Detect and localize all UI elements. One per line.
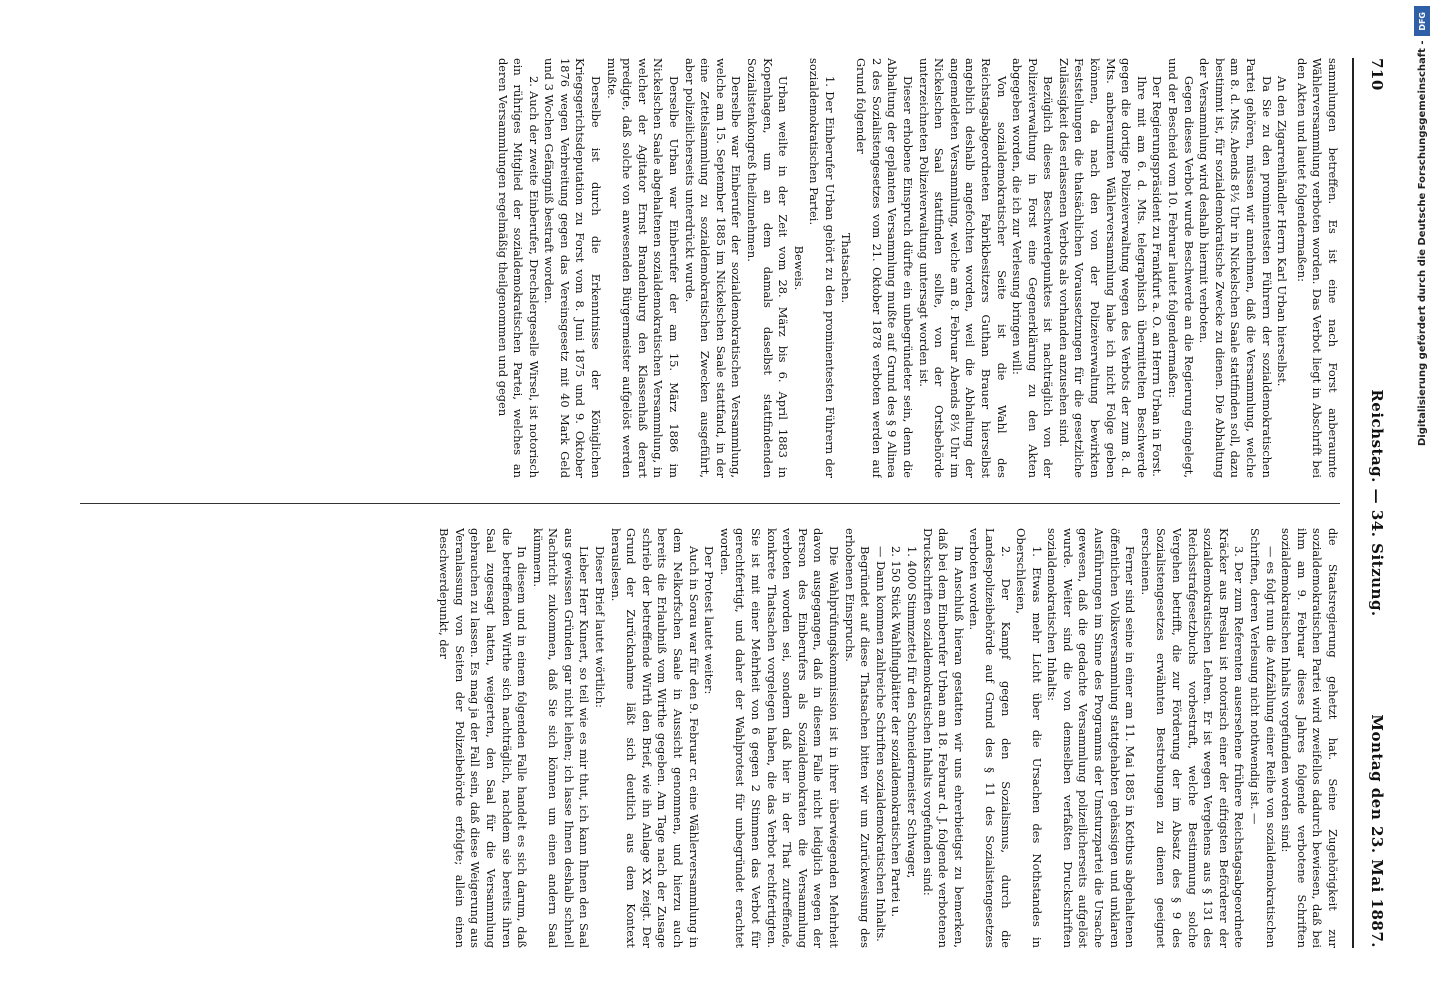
paragraph: Ihre mit am 6. d. Mts. telegraphisch übermittelten Beschwerde gegen die dortige Polizeiverwaltung wegen des Verbots der zum 8. d. Mts. anberaumten Wählerversammlung habe ich nicht Folge geben können, da nach den von der Polizeiverwaltung bewirkten Feststellungen die thatsächlichen Voraussetzungen für die gesetzliche Zulässigkeit des erlassenen Verbots als vorhanden anzusehen sind. xyxy=(1056,58,1149,478)
paragraph: Der Protest lautet weiter: xyxy=(702,546,717,695)
paragraph: In diesem und in einem folgenden Falle handelt es sich darum, daß die betreffenden Wirthe sich nachträglich, nachdem sie bereits ihren Saal zugesagt hatten, weigerten, den Saal für die Versammlung gebrauchen zu lassen. Es mag ja der Fall sein, daß diese Weigerung aus Veranlassung von Seiten der Polizeibehörde erfolgte; allein einen Beschwerdepunkt, der xyxy=(437,528,530,948)
paragraph: Der Regierungspräsident zu Frankfurt a. O. an Herrn Urban in Forst. xyxy=(1150,76,1165,477)
column-divider xyxy=(80,503,1340,504)
page-content xyxy=(66,58,1396,948)
paragraph: 2. Auch der zweite Einberufer, Drechslergeselle Wirsel, ist notorisch ein rühriges Mitglied der sozialdemokratischen Partei, welches an deren Versammlungen regelmäßig theilgenommen und gegen xyxy=(495,58,541,478)
digitization-sidebar xyxy=(1413,0,1432,1000)
paragraph: Da Sie zu den prominentesten Führern der sozialdemokratischen Partei gehören, müssen wir annehmen, daß die Versammlung, welche am 8. d. Mts. Abends 8½ Uhr in Nickelschen Saale stattfinden soll, dazu bestimmt ist, für sozialdemokratische Zwecke zu dienen. Die Abhaltung der Versammlung wird deshalb hiermit verboten. xyxy=(1197,58,1274,478)
paragraph: Ferner sind seine in einer am 11. Mai 1885 in Kottbus abgehaltenen öffentlichen Volksversammlung stattgehabten gehässigen und unklaren Ausführungen im Sinne des Programms der Umsturzpartei die Ursache gewesen, daß die gedachte Versammlung polizeilicherseits aufgelöst wurde. Weiter sind die von demselben verfaßten Druckschriften sozialdemokratischen Inhalts: xyxy=(1045,528,1138,948)
header-rule xyxy=(1352,58,1354,948)
dfg-logo-text: DFG xyxy=(1417,11,1427,31)
paragraph: sammlungen betreffen. Es ist eine nach Forst anberaumte Wählerversammlung verboten worden. Das Verbot liegt in Abschrift bei den Akten und lautet folgendermaßen: xyxy=(1294,58,1340,478)
list-item: 2. 150 Stück Wahlflugblätter der sozialdemokratischen Partei u. xyxy=(889,546,904,917)
paragraph: — es folgt nun die Aufzählung einer Reihe von sozialdemokratischen Schriften, deren Verlesung nicht nothwendig ist. — xyxy=(1248,528,1278,948)
paragraph: Derselbe ist durch die Erkenntnisse der Königlichen Kriegsgerichtsdeputation zu Forst vom 8. Juni 1875 und 9. Oktober 1876 wegen Verbreitung gegen das Vereinsgesetz mit 40 Mark Geld und 3 Wochen Gefängniß bestraft worden. xyxy=(542,58,604,478)
paragraph: 1. Der Einberufer Urban gehört zu den prominentesten Führern der sozialdemokratischen Partei. xyxy=(807,58,837,478)
paragraph: Dieser Brief lautet wörtlich: xyxy=(593,546,608,708)
paragraph: Derselbe war Einberufer der sozialdemokratischen Versammlung, welche am 15. September 1885 im Nickelschen Saale stattfand, in der eine Zettelsammlung zu sozialdemokratischen Zwecken ausgeführt, aber polizeilicherseits unterdrückt wurde. xyxy=(682,58,744,478)
right-column xyxy=(70,528,1340,948)
page-number: 710 xyxy=(1368,58,1386,91)
paragraph: — Dann kommen zahlreiche Schriften sozialdemokratischen Inhalts. xyxy=(873,546,888,942)
paragraph: die Staatsregierung gehetzt hat. Seine Zugehörigkeit zur sozialdemokratischen Partei wird zweifellos dadurch bewiesen, daß bei ihm am 9. Februar dieses Jahres folgende verbotene Schriften sozialdemokratischen Inhalts vorgefunden worden sind: xyxy=(1279,528,1340,948)
paragraph: Von sozialdemokratischer Seite ist die Wahl des Reichstagsabgeordneten Fabrikbesitzers Guthan Brauer hierselbst angeblich deshalb angefochten worden, weil die Abhaltung der angemeldeten Versammlung, welche am 8. Februar Abends 8½ Uhr im Nickelschen Saal stattfinden sollte, von der Ortsbehörde unterzeichneten Polizeiverwaltung untersagt worden ist. xyxy=(916,58,1009,478)
paragraph: Im Anschluß hieran gestatten wir uns ehrerbietigst zu bemerken, daß bei dem Einberufer Urban am 18. Februar d. J. folgende verbotenen Druckschriften sozialdemokratischen Inhalts vorgefunden sind: xyxy=(920,528,966,948)
running-header xyxy=(1358,58,1396,948)
paragraph: Begründet auf diese Thatsachen bitten wir um Zurückweisung des erhobenen Einspruchs. xyxy=(842,528,873,948)
paragraph: Gegen dieses Verbot wurde Beschwerde an die Regierung eingelegt, und der Bescheid vom 10. Februar lautet folgendermaßen: xyxy=(1166,58,1196,478)
paragraph: Auch in Sorau war für den 9. Februar cr. eine Wählerversammlung in dem Nelkorfschen Saale in Aussicht genommen, und hierzu auch bereits die Erlaubniß vom Wirthe gegeben. Am Tage nach der Zusage schrieb der betreffende Wirth den Brief, wie ihn Anlage XX zeigt. Der Grund der Zurücknahme läßt sich deutlich aus dem Kontext herauslesen. xyxy=(608,528,701,948)
paragraph: 3. Der zum Referenten ausersehene frühere Reichstagsabgeordnete Kräcker aus Breslau ist notorisch einer der eifrigsten Beförderer der sozialdemokratischen Lehren. Er ist wegen Vergehens aus § 131 des Reichsstrafgesetzbuchs vorbestraft, welche Bestimmung solche Vergehen betrifft, die zur Förderung der im Absatz des § 9 des Sozialistengesetzes erwähnten Bestrebungen zu dienen geeignet erscheinen. xyxy=(1138,528,1247,948)
session-date: Montag den 23. Mai 1887. xyxy=(1368,714,1386,948)
paragraph: Lieber Herr Kunert, so teil wie es mir thut, ich kann Ihnen den Saal aus gewissen Gründen gar nicht leihen; ich lasse Ihnen deshalb schnell Nachricht zukommen, daß Sie sich können um einen andern Saal kümmern. xyxy=(530,528,592,948)
paragraph: An den Zigarrenhändler Herrn Karl Urban hierselbst. xyxy=(1275,76,1290,387)
paragraph: Bezüglich dieses Beschwerdepunktes ist nachträglich von der Polizeiverwaltung in Forst eine Gegenerklärung zu den Akten abgegeben worden, die ich zur Verlesung bringen will: xyxy=(1010,58,1056,478)
section-heading: Beweis. xyxy=(791,245,806,291)
paragraph: Die Wahlprüfungskommission ist in ihrer überwiegenden Mehrheit davon ausgegangen, daß in diesem Falle nicht lediglich wegen der Person des Einberufers als Sozialdemokraten die Versammlung verboten worden sei, sondern daß hier in der That zutreffende, konkrete Thatsachen vorgelegen haben, die das Verbot rechtfertigten. Sie ist mit einer Mehrheit von 6 gegen 2 Stimmen das Verbot für gerechtfertigt, und daher der Wahlprotest für unbegründet erachtet worden. xyxy=(717,528,841,948)
list-item: 1. Etwas mehr Licht über die Ursachen des Nothstandes in Oberschlesien, xyxy=(1014,528,1044,948)
left-column xyxy=(70,58,1340,478)
paragraph: Derselbe Urban war Einberufer der am 15. März 1886 im Nickelschen Saale abgehaltenen sozialdemokratischen Versammlung, in welcher der Agitator Ernst Brandenburg den Klassenhaß derart predigte, daß solche von anwesenden Bürgermeister aufgelöst werden mußte. xyxy=(604,58,682,478)
paragraph: Urban weilte in der Zeit vom 28. März bis 6. April 1883 in Kopenhagen, um an dem damals daselbst stattfindenden Sozialistenkongreß theilzunehmen. xyxy=(745,58,791,478)
list-item: 1. 4000 Stimmzettel für den Schneidermeister Schwager, xyxy=(904,546,919,879)
list-item: 2. Der Kampf gegen den Sozialismus, durch die Landespolizeibehörde auf Grund des § 11 des Sozialistengesetzes verboten worden. xyxy=(967,528,1013,948)
session-title: Reichstag. — 34. Sitzung. xyxy=(1368,389,1386,617)
section-heading: Thatsachen. xyxy=(838,232,853,304)
paragraph: Dieser erhobene Einspruch dürfte ein unbegründeter sein, denn die Abhaltung der geplanten Versammlung mußte auf Grund des § 9 Alinea 2 des Sozialistengesetzes vom 21. Oktober 1878 verboten werden auf Grund folgender xyxy=(854,58,915,478)
digitization-credit: Digitalisierung gefördert durch die Deutsche Forschungsgemeinschaft - xyxy=(1417,40,1428,446)
